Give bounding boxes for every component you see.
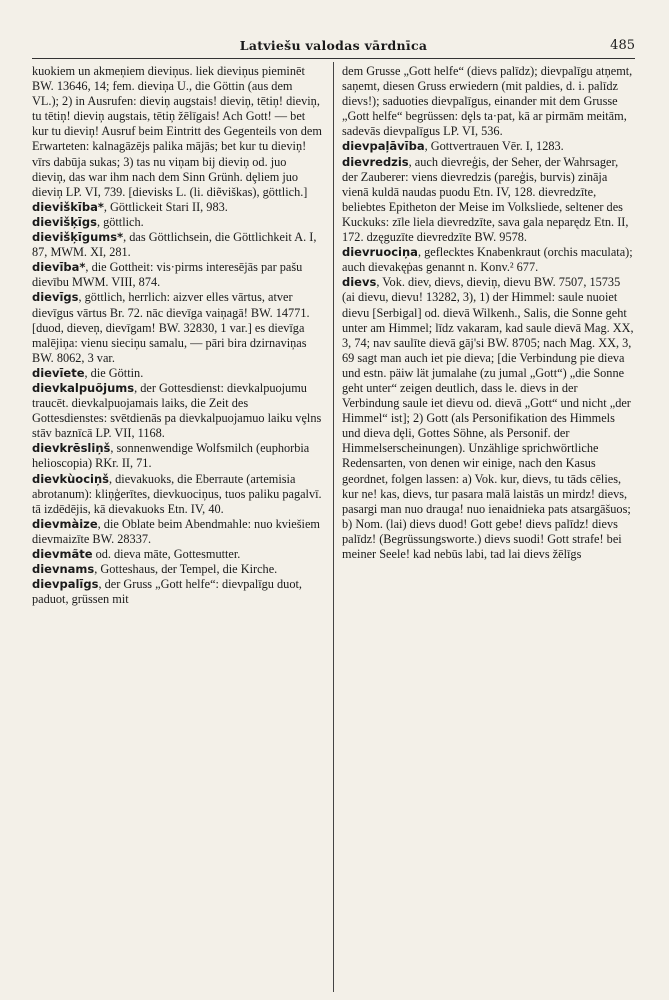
entry-text: od. dieva māte, Gottesmutter. — [92, 547, 241, 561]
dictionary-entry — [32, 562, 322, 577]
entry-text: , der Gruss „Gott helfe“: dievpalīgu duot, paduot, grüssen mit — [32, 577, 302, 607]
dictionary-entry — [32, 517, 322, 547]
dictionary-entry — [32, 200, 322, 215]
entry-text: , der Gottesdienst: dievkalpuojumu traucēt. dievkalpuojamais laiks, die Zeit des Gottesdienstes: svētdienās pa dievkalpuojamuo laiku vȩlns stāv baznīcā LP. VII, 1168. — [32, 380, 322, 441]
dictionary-entry — [32, 64, 322, 200]
dictionary-entry — [342, 155, 634, 246]
entry-headword: dievs — [342, 275, 377, 290]
dictionary-entry — [342, 64, 634, 139]
dictionary-entry — [342, 275, 634, 562]
dictionary-entry — [32, 215, 322, 230]
entry-text: , Göttlickeit Stari II, 983. — [103, 199, 228, 214]
dictionary-entry — [32, 366, 322, 381]
entry-text: , das Göttlichsein, die Göttlichkeit A. I, 87, MWM. XI, 281. — [32, 230, 317, 260]
dictionary-entry — [32, 547, 322, 562]
entry-text: , göttlich. — [96, 214, 144, 229]
entry-headword: dievpalīgs — [32, 577, 99, 592]
entry-text: , göttlich, herrlich: aizver elles vārtus, atver dievīgus vārtus Br. 72. nāc dievīga vaiņagā! BW. 14771. [duod, dieveņ, dievīgam! BW. 32830, 1 var.] es dievīga malējiņa: vienu sieciņu samalu, — pāri bira dzirnaviņas BW. 8062, 3 var. — [32, 290, 310, 365]
entry-headword: dievīgs — [32, 290, 79, 305]
right-column — [342, 64, 634, 562]
dictionary-entry — [342, 245, 634, 275]
entry-text: , Gotteshaus, der Tempel, die Kirche. — [94, 562, 278, 577]
entry-headword: dievmãte — [32, 547, 93, 561]
entry-headword: dieviškība* — [32, 199, 104, 214]
running-title: Latviešu valodas vārdnīca — [239, 38, 428, 53]
entry-text: , sonnenwendige Wolfsmilch (euphorbia helioscopia) RKr. II, 71. — [32, 441, 310, 471]
entry-headword: dievkùociņš — [32, 471, 109, 486]
dictionary-entry — [32, 577, 322, 607]
entry-text: , Vok. diev, dievs, dieviņ, dievu BW. 7507, 15735 (ai dievu, dievu! 13282, 3), 1) der Himmel: saule nuoiet dievu [Serbigal] od. dievā Wilkenh., Salis, die Sonne geht unter am Himmel; līdz vakaram, kad saule dievā Mag. XX, 3, 74; nav saulīte dievā gāj'si BW. 8705; nach Mag. XX, 3, 69 sagt man auch iet pie dieva; [die Verbindung pie dieva und estn. päiw lät jumalahe (zu jumal „Gott“) „die Sonne geht unter“ zeigen deutlich, dass le. dievs in der Verbindung saule iet dievu od. dievā „Gott“ und nicht „der Himmel“ ist]; 2) Gott (als Personifikation des Himmels und dievа dȩli, Gottes Söhne, als Personif. der Himmelserscheinungen). Unzählige sprichwörtliche Redensarten, von denen wir einige, nach den Kasus geordnet, folgen lassen: a) Vok. kur, dievs, tu tāds cēlies, kur ne! kas, dievs, tur pasara malā laistās un mirdz! dievs, pasargi man nuo drauga! nuo ienaidnieka pats atsargāšuos; b) Nom. (lai) dievs duod! Gott gebe! dievs palīdz! dievs palīdz! (Begrüssungsworte.) dievs suodi! Gott strafe! bei meiner Seele! kad nebūs labi, tad lai dievs žēlīgs — [342, 275, 634, 561]
dictionary-entry — [32, 290, 322, 365]
header-rule — [32, 58, 635, 59]
entry-text: , die Göttin. — [84, 365, 144, 380]
entry-text: , Gottvertrauen Vēr. I, 1283. — [424, 139, 564, 154]
entry-text: , geflecktes Knabenkraut (orchis maculata); auch dievakęṗas genannt n. Konv.² 677. — [342, 245, 633, 275]
entry-headword: dievkalpuõjums — [32, 380, 135, 395]
dictionary-entry — [32, 472, 322, 517]
entry-headword: dievība* — [32, 260, 86, 275]
dictionary-entry — [32, 260, 322, 290]
entry-headword: dievišķīgs — [32, 214, 97, 229]
dictionary-entry — [342, 139, 634, 154]
page-number: 485 — [610, 38, 635, 53]
entry-headword: dievnams — [32, 562, 95, 577]
dictionary-entry — [32, 441, 322, 471]
column-divider — [333, 62, 334, 992]
entry-headword: dievīete — [32, 365, 85, 380]
entry-text: , auch dievreģis, der Seher, der Wahrsager, der Zauberer: viens dievredzis (pareģis, burvis) zināja vienā kuldā naudas puodu Etn. IV, 128. dievredzīte, beliebtes Epitheton der Meise im Volksliede, seltener des Kuckuks: zīle liela dievredzīte, sava gala neparędz Etn. II, 172. dzęguzīte dievredzīte BW. 9578. — [342, 154, 629, 245]
dictionary-entry — [32, 230, 322, 260]
entry-text: , dievakuoks, die Eberraute (artemisia abrotanum): kliņģerītes, dievkuociņus, tuos paliku pagalvī. tā izdēdējis, kā dievakuoks Etn. IV, 40. — [32, 471, 322, 516]
entry-text: , die Gottheit: vis·pirms interesējās par pašu dievību MWM. VIII, 874. — [32, 260, 303, 290]
entry-headword: dievpaļāvība — [342, 139, 425, 154]
entry-headword: dievišķīgums* — [32, 230, 124, 245]
dictionary-entry — [32, 381, 322, 441]
entry-headword: dievkrēsliņš — [32, 441, 111, 456]
left-column — [32, 64, 322, 607]
entry-text: kuokiem un akmeņiem dieviņus. liek dieviņus pieminēt BW. 13646, 14; fem. dieviņa U., die Göttin (aus dem VL.); 2) in Ausrufen: dieviņ augstais! dieviņ, tētiņ! dieviņ, tu tētiņ! dieviņ augstais, tētiņ žēlīgais! Ach Gott! — bet kur tu dieviņ! Ausruf beim Eintritt des Gegenteils von dem Erwarteten: kalnagāzējs palika mājās; bet kur tu dieviņ! vīrs dabūja sukas; 3) tas nu viņam bij dieviņ od. juo dieviņ, das war ihm nach dem Sinn Grünh. dȩliem juo dieviņ LP. VI, 739. [dievisks L. (li. diẽviškas), göttlich.] — [32, 64, 322, 199]
entry-headword: dievruociņa — [342, 245, 418, 260]
entry-text: dem Grusse „Gott helfe“ (dievs palīdz); dievpalīgu atņemt, saņemt, diesen Gruss erwiedern (mit paldies, d. i. palīdz dievs!); saduoties dievpalīgus, einander mit dem Grusse „Gott helfe“ begrüssen: dȩls ta·pat, kā ar pirmām meitām, sadevās dievpalīgus LP. VI, 536. — [342, 64, 633, 139]
entry-headword: dievredzis — [342, 154, 409, 169]
entry-text: , die Oblate beim Abendmahle: nuo kviešiem dievmaizīte BW. 28337. — [32, 516, 320, 546]
entry-headword: dievmàize — [32, 516, 98, 531]
page-header — [32, 38, 635, 60]
